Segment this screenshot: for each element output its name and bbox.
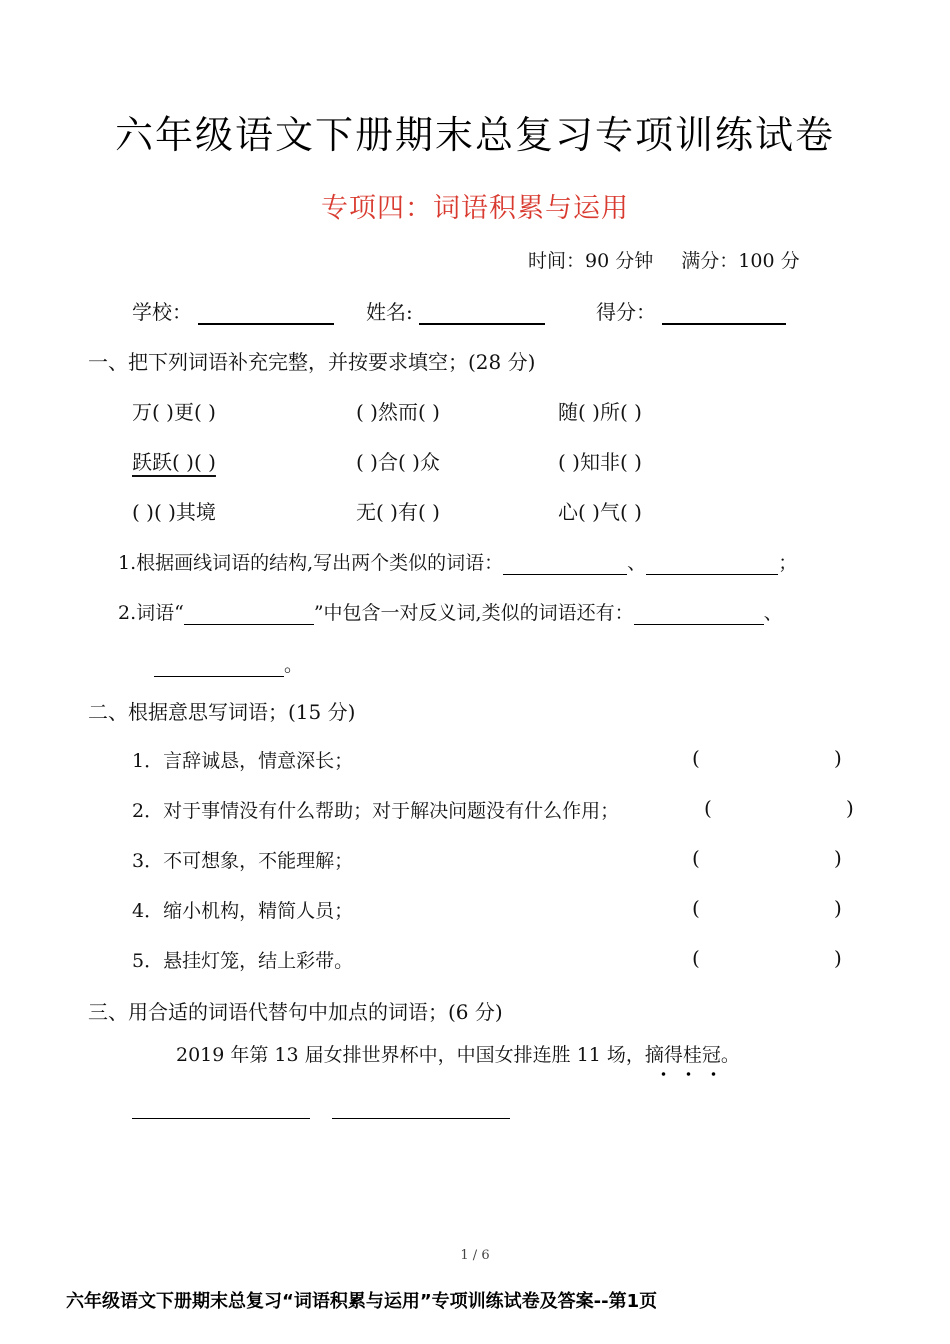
q1-separator: 、 (627, 552, 647, 574)
answer-paren-close: ) (834, 946, 842, 970)
section3-answers (132, 1100, 510, 1119)
page-subtitle: 专项四：词语积累与运用 (321, 193, 629, 224)
q2-separator: 、 (763, 602, 783, 624)
answer-paren-close: ) (834, 846, 842, 870)
definition-item: 2．对于事情没有什么帮助；对于解决问题没有什么作用； (132, 800, 620, 822)
idiom-cell: 万( )更( ) (132, 400, 216, 424)
section2-heading: 二、根据意思写词语；(15 分) (88, 700, 356, 724)
dotted-words: 摘得桂冠 (644, 1044, 721, 1066)
q2-blank-2[interactable] (154, 658, 284, 677)
q2-text-start: 2.词语“ (118, 602, 184, 624)
section1-heading: 一、把下列词语补充完整，并按要求填空；(28 分) (88, 350, 536, 374)
sentence-prefix: 2019 年第 13 届女排世界杯中，中国女排连胜 11 场， (176, 1044, 645, 1066)
q1-end: ； (778, 552, 798, 574)
section3-sentence (176, 1040, 740, 1067)
section3-blank-1[interactable] (132, 1100, 310, 1119)
q2-blank-word[interactable] (184, 606, 314, 625)
school-blank[interactable] (198, 303, 334, 325)
q1-blank-1[interactable] (503, 556, 627, 575)
q2-end: 。 (284, 654, 304, 676)
footer-caption: 六年级语文下册期末总复习“词语积累与运用”专项训练试卷及答案--第1页 (66, 1291, 658, 1312)
answer-paren-close: ) (846, 796, 854, 820)
idiom-cell: ( )合( )众 (356, 450, 440, 474)
idiom-cell: ( )然而( ) (356, 400, 440, 424)
idiom-cell-underlined: 跃跃( )( ) (132, 450, 216, 474)
school-field (132, 296, 334, 325)
answer-paren-open: ( (692, 946, 700, 970)
answer-paren-open: ( (692, 896, 700, 920)
score-field (596, 296, 786, 325)
sentence-suffix: 。 (720, 1044, 740, 1066)
definition-item: 5．悬挂灯笼，结上彩带。 (132, 950, 354, 972)
exam-full-score: 满分：100 分 (681, 250, 800, 272)
q1-blank-2[interactable] (646, 556, 778, 575)
idiom-cell: ( )知非( ) (558, 450, 642, 474)
exam-time: 时间：90 分钟 (528, 250, 654, 272)
q2-text-mid: ”中包含一对反义词,类似的词语还有： (313, 602, 634, 624)
answer-paren-close: ) (834, 896, 842, 920)
score-label: 得分： (596, 300, 656, 324)
answer-paren-open: ( (692, 846, 700, 870)
section3-blank-2[interactable] (332, 1100, 510, 1119)
section1-q2-cont (154, 650, 303, 677)
answer-paren-close: ) (834, 746, 842, 770)
definition-item: 1．言辞诚恳，情意深长； (132, 750, 354, 772)
page-title: 六年级语文下册期末总复习专项训练试卷 (114, 113, 835, 157)
idiom-cell: 心( )气( ) (558, 500, 642, 524)
section1-q1 (118, 548, 797, 575)
section1-q2 (118, 598, 783, 625)
q1-text: 1.根据画线词语的结构,写出两个类似的词语： (118, 552, 504, 574)
section3-heading: 三、用合适的词语代替句中加点的词语；(6 分) (88, 1000, 503, 1024)
idiom-cell: ( )( )其境 (132, 500, 216, 524)
score-blank[interactable] (662, 303, 786, 325)
name-field (366, 296, 545, 325)
definition-item: 4．缩小机构，精简人员； (132, 900, 354, 922)
idiom-cell: 无( )有( ) (356, 500, 440, 524)
school-label: 学校： (132, 300, 192, 324)
exam-meta (528, 246, 822, 273)
page-number: 1 / 6 (460, 1248, 490, 1263)
name-label: 姓名: (366, 300, 413, 324)
definition-item: 3．不可想象，不能理解； (132, 850, 354, 872)
idiom-cell: 随( )所( ) (558, 400, 642, 424)
name-blank[interactable] (419, 303, 545, 325)
answer-paren-open: ( (692, 746, 700, 770)
answer-paren-open: ( (704, 796, 712, 820)
q2-blank-1[interactable] (634, 606, 764, 625)
